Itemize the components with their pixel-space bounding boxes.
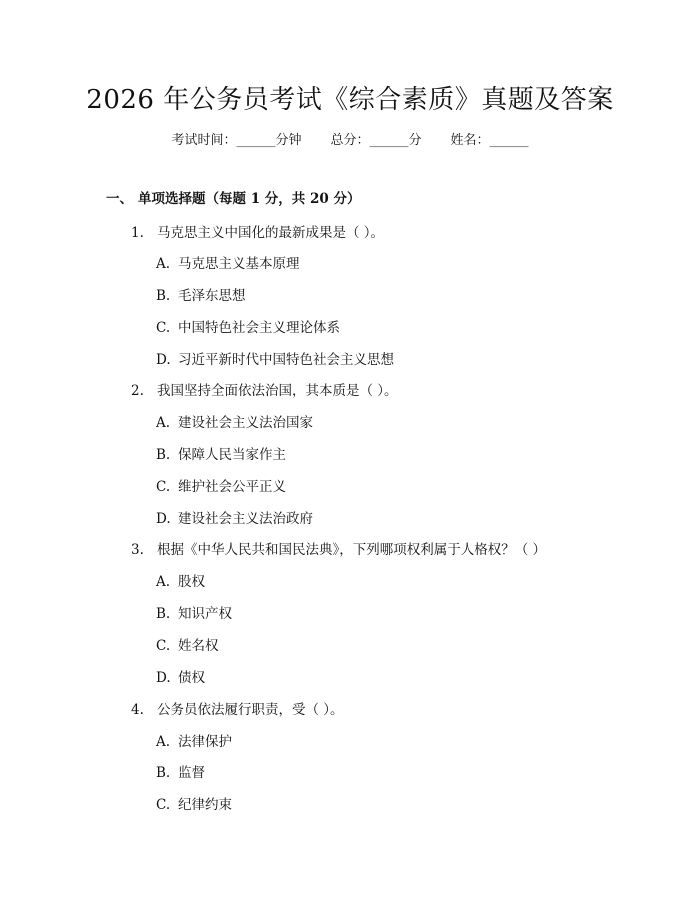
option-text: 姓名权 xyxy=(178,638,219,654)
option-3a xyxy=(156,572,205,592)
option-text: 知识产权 xyxy=(178,606,232,622)
option-text: 保障人民当家作主 xyxy=(178,447,286,463)
option-1c xyxy=(156,318,340,338)
option-text: 中国特色社会主义理论体系 xyxy=(178,320,340,336)
option-text: 股权 xyxy=(178,574,205,590)
option-letter: D. xyxy=(156,511,171,527)
total-score-field: 总分：______分 xyxy=(330,133,422,148)
option-4c xyxy=(156,795,232,815)
option-text: 法律保护 xyxy=(178,734,232,750)
option-1d xyxy=(156,350,394,370)
option-1a xyxy=(156,254,300,274)
option-letter: A. xyxy=(156,734,171,750)
option-letter: A. xyxy=(156,415,171,431)
option-letter: D. xyxy=(156,670,171,686)
option-letter: A. xyxy=(156,256,171,272)
option-letter: B. xyxy=(156,447,171,463)
option-text: 维护社会公平正义 xyxy=(178,479,286,495)
option-text: 马克思主义基本原理 xyxy=(178,256,300,272)
option-letter: B. xyxy=(156,606,171,622)
option-letter: C. xyxy=(156,320,171,336)
option-text: 毛泽东思想 xyxy=(178,288,246,304)
option-letter: D. xyxy=(156,352,171,368)
section-number: 一、 xyxy=(106,191,133,207)
option-1b xyxy=(156,286,246,306)
option-letter: C. xyxy=(156,479,171,495)
question-4 xyxy=(131,700,344,720)
option-3c xyxy=(156,636,219,656)
exam-time-field: 考试时间：______分钟 xyxy=(171,133,302,148)
question-text: 根据《中华人民共和国民法典》，下列哪项权利属于人格权？（ ） xyxy=(157,542,547,558)
option-text: 习近平新时代中国特色社会主义思想 xyxy=(178,352,394,368)
question-number: 4. xyxy=(131,702,144,718)
section-title: 单项选择题（每题 1 分，共 20 分） xyxy=(138,191,361,207)
name-field: 姓名：______ xyxy=(450,133,529,148)
option-2c xyxy=(156,477,286,497)
option-2d xyxy=(156,509,313,529)
question-number: 2. xyxy=(131,383,144,399)
option-letter: C. xyxy=(156,797,171,813)
question-text: 公务员依法履行职责，受（ ）。 xyxy=(157,702,344,718)
option-3b xyxy=(156,604,232,624)
option-text: 监督 xyxy=(178,765,205,781)
question-2 xyxy=(131,381,398,401)
question-1 xyxy=(131,223,384,243)
option-letter: B. xyxy=(156,765,171,781)
option-3d xyxy=(156,668,205,688)
option-text: 债权 xyxy=(178,670,205,686)
document-title: 2026 年公务员考试《综合素质》真题及答案 xyxy=(86,85,614,115)
option-4a xyxy=(156,732,232,752)
option-letter: C. xyxy=(156,638,171,654)
option-2b xyxy=(156,445,286,465)
question-text: 我国坚持全面依法治国，其本质是（ ）。 xyxy=(157,383,398,399)
option-letter: B. xyxy=(156,288,171,304)
question-3 xyxy=(131,540,546,560)
option-text: 纪律约束 xyxy=(178,797,232,813)
question-number: 1. xyxy=(131,225,144,241)
option-2a xyxy=(156,413,313,433)
option-letter: A. xyxy=(156,574,171,590)
option-text: 建设社会主义法治国家 xyxy=(178,415,313,431)
section-heading xyxy=(106,189,360,209)
question-text: 马克思主义中国化的最新成果是（ ）。 xyxy=(157,225,385,241)
option-4b xyxy=(156,763,205,783)
question-number: 3. xyxy=(131,542,144,558)
option-text: 建设社会主义法治政府 xyxy=(178,511,313,527)
exam-meta xyxy=(0,131,700,151)
